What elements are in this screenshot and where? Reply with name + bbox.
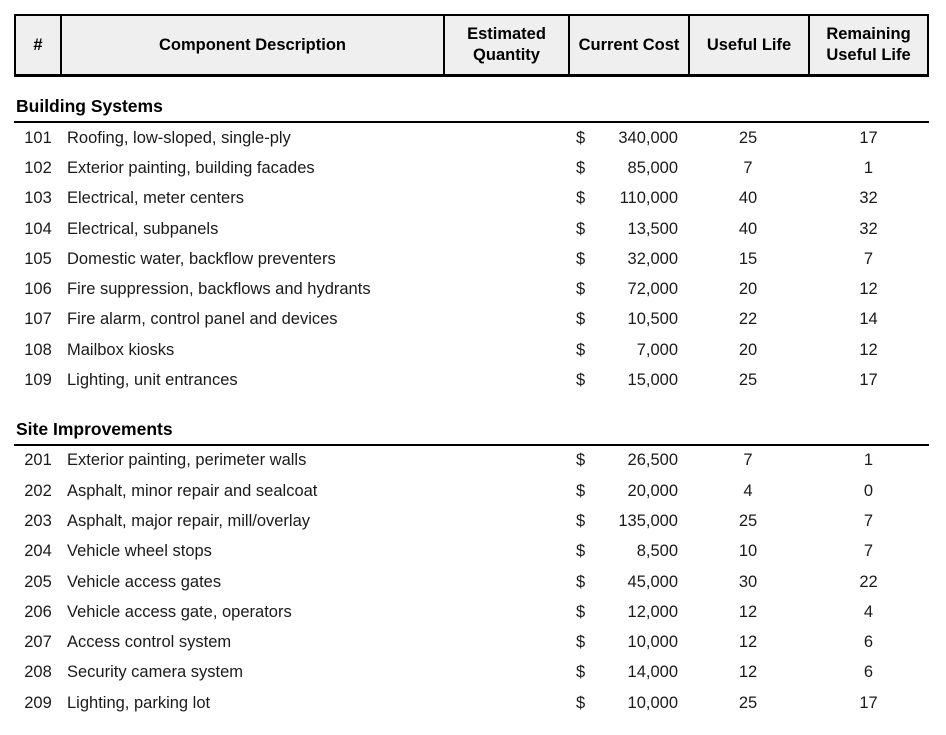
currency-symbol: $ [576, 280, 586, 299]
remaining-useful-life-value: 14 [859, 310, 878, 329]
component-description: Fire alarm, control panel and devices [67, 310, 338, 329]
column-header-estimated-quantity: Estimated Quantity [445, 16, 570, 74]
useful-life-value: 25 [738, 693, 758, 712]
currency-symbol: $ [576, 158, 586, 177]
remaining-useful-life-value: 12 [859, 340, 878, 359]
currency-symbol: $ [576, 663, 586, 682]
component-number: 201 [24, 451, 52, 470]
table-row [14, 688, 929, 718]
cost-amount: 8,500 [636, 542, 678, 561]
useful-life-value: 25 [738, 511, 758, 530]
cost-amount: 12,000 [627, 602, 678, 621]
column-header-remaining-useful-life: Remaining Useful Life [826, 25, 911, 64]
component-description: Asphalt, minor repair and sealcoat [67, 481, 318, 500]
useful-life-value: 15 [738, 249, 758, 268]
useful-life-value: 40 [738, 219, 758, 238]
component-number: 109 [24, 371, 52, 390]
table-row [14, 567, 929, 597]
remaining-useful-life-value: 0 [863, 481, 874, 500]
current-cost-value [568, 694, 688, 713]
component-description: Vehicle access gate, operators [67, 602, 292, 621]
column-header-current-cost: Current Cost [570, 16, 690, 74]
current-cost-value [568, 451, 688, 470]
section-title: Building Systems [16, 96, 163, 116]
table-row [14, 123, 929, 153]
current-cost-value [568, 220, 688, 239]
component-number: 106 [24, 280, 52, 299]
useful-life-value: 7 [743, 158, 753, 177]
cost-amount: 72,000 [627, 280, 678, 299]
remaining-useful-life-value: 32 [859, 189, 878, 208]
component-number: 108 [24, 340, 52, 359]
table-row [14, 153, 929, 183]
remaining-useful-life-value: 1 [863, 158, 874, 177]
component-description: Vehicle wheel stops [67, 542, 212, 561]
cost-amount: 340,000 [618, 128, 678, 147]
useful-life-value: 20 [738, 340, 758, 359]
table-row [14, 244, 929, 274]
useful-life-value: 10 [738, 542, 758, 561]
currency-symbol: $ [576, 633, 586, 652]
component-description: Roofing, low-sloped, single-ply [67, 128, 291, 147]
column-header-component-description: Component Description [62, 16, 445, 74]
cost-amount: 10,500 [627, 310, 678, 329]
component-number: 101 [24, 128, 52, 147]
component-description: Fire suppression, backflows and hydrants [67, 280, 371, 299]
current-cost-value [568, 159, 688, 178]
cost-amount: 7,000 [636, 340, 678, 359]
cost-amount: 10,000 [627, 693, 678, 712]
useful-life-value: 4 [743, 481, 753, 500]
cost-amount: 135,000 [618, 511, 678, 530]
column-header-number: # [16, 16, 62, 74]
remaining-useful-life-value: 4 [863, 602, 874, 621]
current-cost-value [568, 129, 688, 148]
currency-symbol: $ [576, 371, 586, 390]
component-number: 208 [24, 663, 52, 682]
component-number: 104 [24, 219, 52, 238]
component-table [14, 14, 929, 718]
component-number: 209 [24, 693, 52, 712]
remaining-useful-life-value: 7 [863, 542, 874, 561]
remaining-useful-life-value: 17 [859, 371, 878, 390]
component-description: Exterior painting, perimeter walls [67, 451, 307, 470]
table-section [14, 95, 929, 396]
remaining-useful-life-value: 17 [859, 693, 878, 712]
current-cost-value [568, 250, 688, 269]
useful-life-value: 20 [738, 280, 758, 299]
current-cost-value [568, 512, 688, 531]
component-description: Vehicle access gates [67, 572, 222, 591]
component-description: Access control system [67, 633, 232, 652]
table-row [14, 184, 929, 214]
currency-symbol: $ [576, 481, 586, 500]
component-number: 107 [24, 310, 52, 329]
currency-symbol: $ [576, 128, 586, 147]
currency-symbol: $ [576, 189, 586, 208]
remaining-useful-life-value: 1 [863, 451, 874, 470]
table-row [14, 305, 929, 335]
useful-life-value: 12 [738, 633, 758, 652]
remaining-useful-life-value: 7 [863, 511, 874, 530]
component-number: 206 [24, 602, 52, 621]
component-number: 205 [24, 572, 52, 591]
currency-symbol: $ [576, 602, 586, 621]
remaining-useful-life-value: 7 [863, 249, 874, 268]
component-description: Electrical, meter centers [67, 189, 244, 208]
component-number: 207 [24, 633, 52, 652]
table-header-row [14, 14, 929, 77]
table-row [14, 274, 929, 304]
remaining-useful-life-value: 6 [863, 633, 874, 652]
section-rows [14, 446, 929, 719]
section-title: Site Improvements [16, 418, 173, 439]
useful-life-value: 7 [743, 451, 753, 470]
currency-symbol: $ [576, 249, 586, 268]
section-header [14, 418, 929, 446]
table-row [14, 537, 929, 567]
remaining-useful-life-value: 6 [863, 663, 874, 682]
component-description: Electrical, subpanels [67, 219, 219, 238]
component-description: Lighting, parking lot [67, 693, 211, 712]
useful-life-value: 25 [738, 371, 758, 390]
table-row [14, 335, 929, 365]
current-cost-value [568, 573, 688, 592]
currency-symbol: $ [576, 511, 586, 530]
current-cost-value [568, 341, 688, 360]
current-cost-value [568, 663, 688, 682]
current-cost-value [568, 280, 688, 299]
table-row [14, 214, 929, 244]
current-cost-value [568, 371, 688, 390]
cost-amount: 20,000 [627, 481, 678, 500]
component-description: Exterior painting, building facades [67, 158, 315, 177]
table-row [14, 365, 929, 395]
useful-life-value: 30 [738, 572, 758, 591]
table-row [14, 446, 929, 476]
useful-life-value: 22 [738, 310, 758, 329]
useful-life-value: 25 [738, 128, 758, 147]
component-description: Security camera system [67, 663, 244, 682]
component-number: 103 [24, 189, 52, 208]
component-number: 204 [24, 542, 52, 561]
component-description: Asphalt, major repair, mill/overlay [67, 511, 311, 530]
currency-symbol: $ [576, 693, 586, 712]
remaining-useful-life-value: 22 [859, 572, 878, 591]
cost-amount: 32,000 [627, 249, 678, 268]
useful-life-value: 12 [738, 663, 758, 682]
component-number: 202 [24, 481, 52, 500]
cost-amount: 13,500 [627, 219, 678, 238]
cost-amount: 85,000 [627, 158, 678, 177]
remaining-useful-life-value: 17 [859, 128, 878, 147]
section-header [14, 95, 929, 123]
currency-symbol: $ [576, 219, 586, 238]
cost-amount: 110,000 [619, 189, 678, 208]
cost-amount: 10,000 [627, 633, 678, 652]
table-row [14, 597, 929, 627]
useful-life-value: 40 [738, 189, 758, 208]
table-row [14, 476, 929, 506]
component-description: Domestic water, backflow preventers [67, 249, 336, 268]
cost-amount: 45,000 [627, 572, 678, 591]
table-row [14, 658, 929, 688]
currency-symbol: $ [576, 542, 586, 561]
current-cost-value [568, 189, 688, 208]
current-cost-value [568, 633, 688, 652]
component-number: 203 [24, 511, 52, 530]
component-description: Lighting, unit entrances [67, 371, 238, 390]
table-section [14, 418, 929, 719]
current-cost-value [568, 310, 688, 329]
table-row [14, 627, 929, 657]
component-number: 102 [24, 158, 52, 177]
component-number: 105 [24, 249, 52, 268]
cost-amount: 14,000 [627, 663, 678, 682]
current-cost-value [568, 542, 688, 561]
current-cost-value [568, 603, 688, 622]
table-body [14, 95, 929, 718]
section-rows [14, 123, 929, 396]
column-header-useful-life: Useful Life [690, 16, 810, 74]
currency-symbol: $ [576, 340, 586, 359]
useful-life-value: 12 [738, 602, 758, 621]
current-cost-value [568, 482, 688, 501]
component-description: Mailbox kiosks [67, 340, 175, 359]
currency-symbol: $ [576, 451, 586, 470]
cost-amount: 15,000 [627, 371, 678, 390]
currency-symbol: $ [576, 310, 586, 329]
remaining-useful-life-value: 12 [859, 280, 878, 299]
cost-amount: 26,500 [627, 451, 678, 470]
remaining-useful-life-value: 32 [859, 219, 878, 238]
currency-symbol: $ [576, 572, 586, 591]
table-row [14, 506, 929, 536]
